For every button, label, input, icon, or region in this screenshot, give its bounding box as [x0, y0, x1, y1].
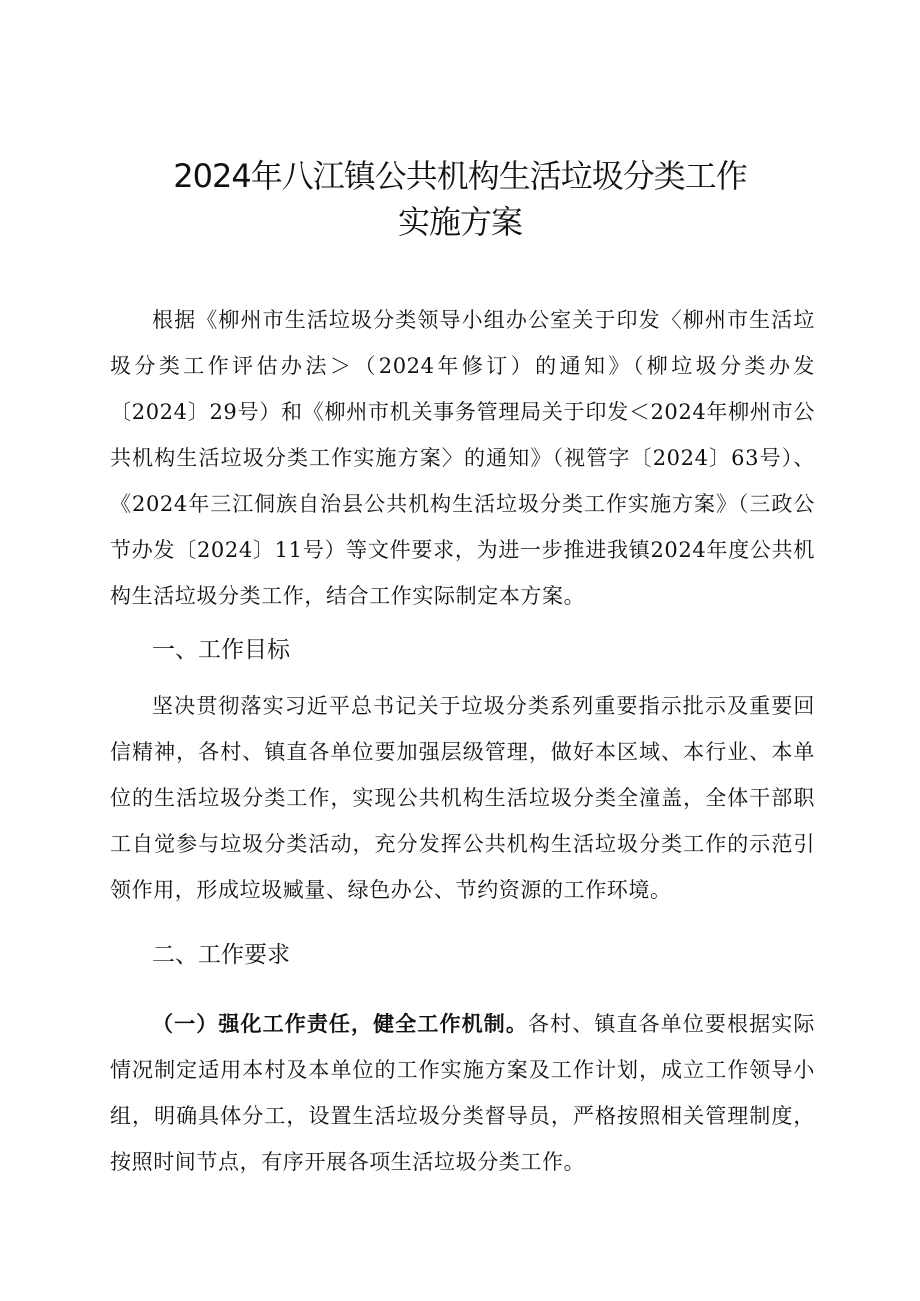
- section-heading-goals: 一、工作目标: [152, 637, 290, 663]
- document-title-line-2: 实施方案: [397, 203, 522, 241]
- requirement-item-1: [110, 1001, 815, 1185]
- intro-paragraph: 根据《柳州市生活垃圾分类领导小组办公室关于印发〈柳州市生活垃圾分类工作评估办法＞（2024年修订）的通知》（柳垃圾分类办发〔2024〕29号）和《柳州市机关事务管理局关于印发＜2024年柳州市公共机构生活垃圾分类工作实施方案〉的通知》（视管字〔2024〕63号）、《2024年三江侗族自治县公共机构生活垃圾分类工作实施方案》（三政公节办发〔2024〕11号）等文件要求，为进一步推进我镇2024年度公共机构生活垃圾分类工作，结合工作实际制定本方案。: [110, 308, 815, 608]
- document-title-line-1: 2024年八江镇公共机构生活垃圾分类工作: [173, 157, 747, 195]
- requirement-item-1-lead: （一）强化工作责任，健全工作机制。: [152, 1011, 528, 1036]
- requirement-item-1-body: 各村、镇直各单位要根据实际情况制定适用本村及本单位的工作实施方案及工作计划，成立工作领导小组，明确具体分工，设置生活垃圾分类督导员，严格按照相关管理制度，按照时间节点，有序开展各项生活垃圾分类工作。: [110, 1012, 815, 1174]
- goals-paragraph: 坚决贯彻落实习近平总书记关于垃圾分类系列重要指示批示及重要回信精神，各村、镇直各单位要加强层级管理，做好本区域、本行业、本单位的生活垃圾分类工作，实现公共机构生活垃圾分类全潼盖，全体干部职工自觉参与垃圾分类活动，充分发挥公共机构生活垃圾分类工作的示范引领作用，形成垃圾臧量、绿色办公、节约资源的工作环境。: [110, 694, 815, 902]
- section-heading-requirements: 二、工作要求: [152, 942, 290, 968]
